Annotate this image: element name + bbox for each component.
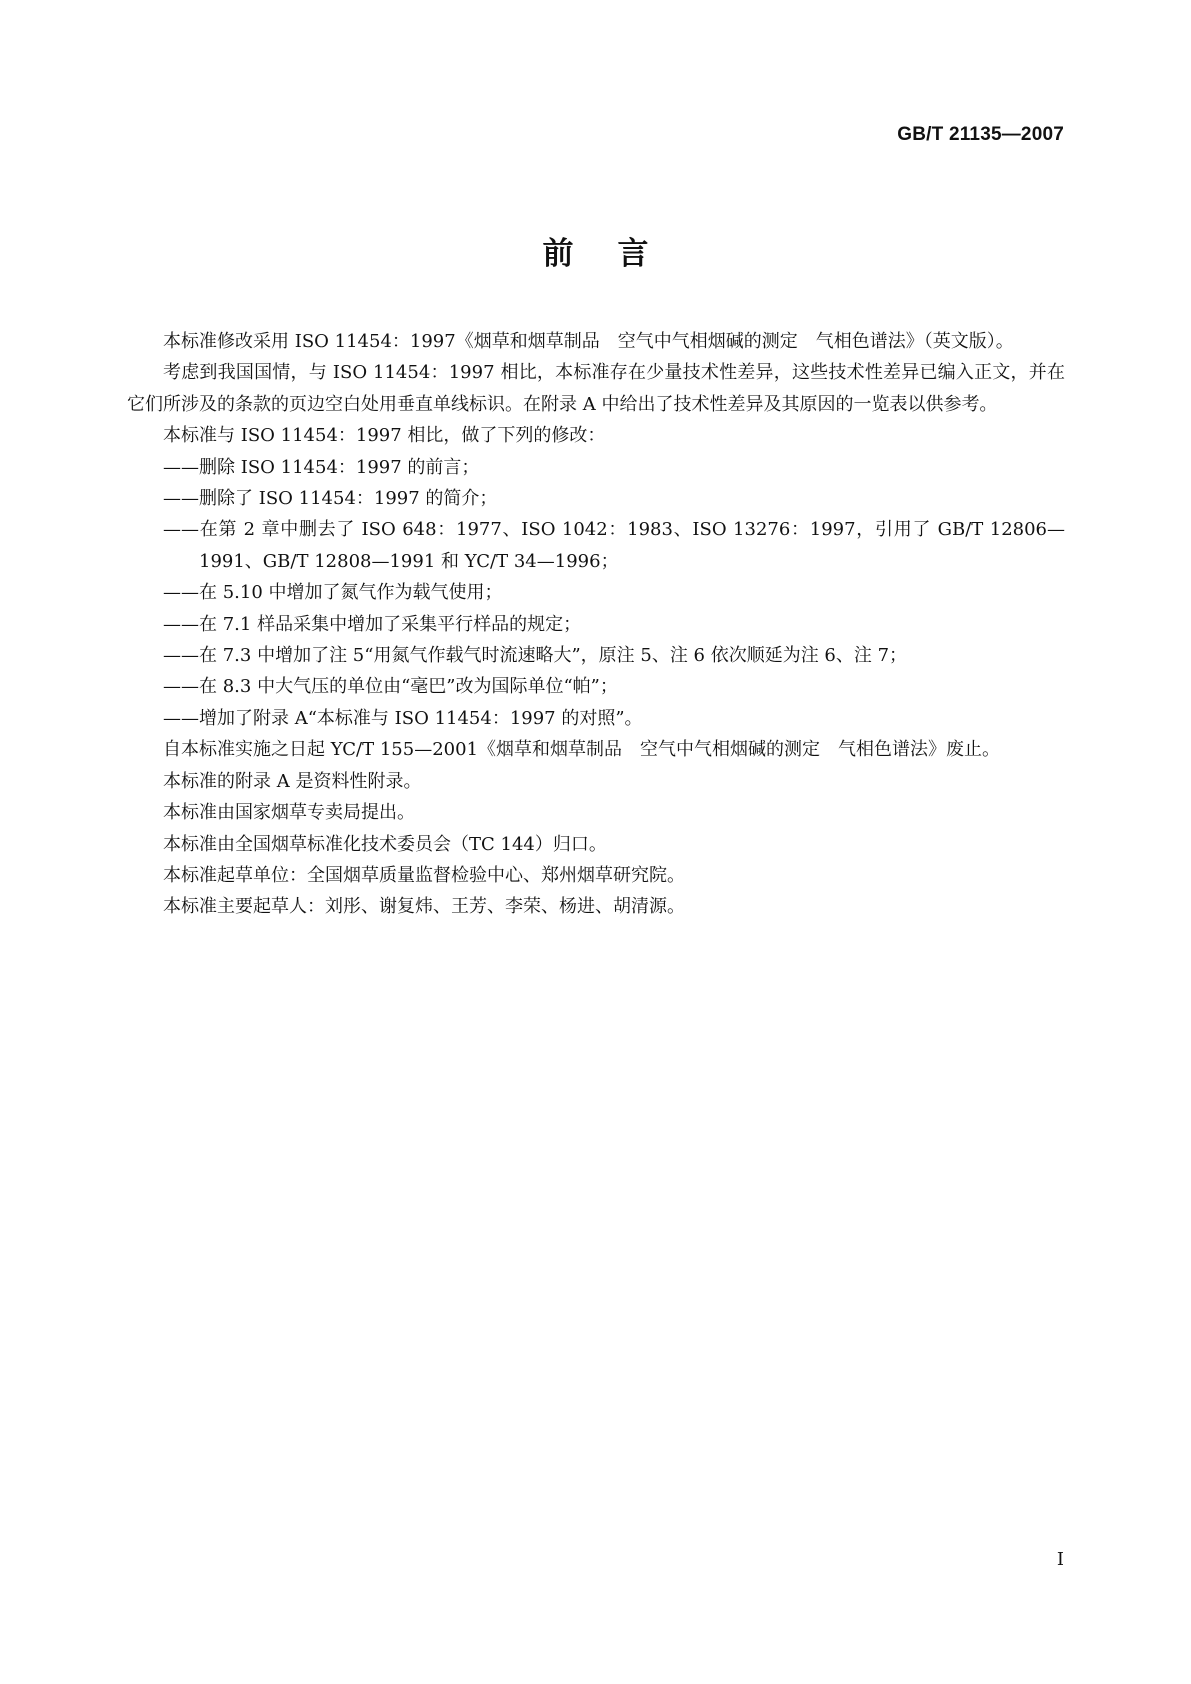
paragraph-supersedes: 自本标准实施之日起 YC/T 155—2001《烟草和烟草制品 空气中气相烟碱的测定 气相色谱法》废止。 xyxy=(163,739,1001,761)
paragraph-technical-differences: 考虑到我国国情，与 ISO 11454：1997 相比，本标准存在少量技术性差异，这些技术性差异已编入正文，并在它们所涉及的条款的页边空白处用垂直单线标识。在附录 A 中给出了技术性差异及其原因的一览表以供参考。 xyxy=(127,362,1065,415)
list-item: ——在 8.3 中大气压的单位由“毫巴”改为国际单位“帕”； xyxy=(163,676,618,698)
list-item: ——在第 2 章中删去了 ISO 648：1977、ISO 1042：1983、ISO 13276：1997，引用了 GB/T 12806—1991、GB/T 12808—1991 和 YC/T 34—1996； xyxy=(163,519,1065,572)
list-item: ——增加了附录 A“本标准与 ISO 11454：1997 的对照”。 xyxy=(163,707,643,729)
paragraph-drafters: 本标准主要起草人：刘彤、谢复炜、王芳、李荣、杨进、胡清源。 xyxy=(163,896,685,918)
page-number: I xyxy=(1056,1549,1064,1570)
foreword-body xyxy=(127,326,1065,923)
paragraph-centralized-by: 本标准由全国烟草标准化技术委员会（TC 144）归口。 xyxy=(163,833,607,855)
paragraph-proposed-by: 本标准由国家烟草专卖局提出。 xyxy=(163,802,415,824)
list-item: ——在 7.3 中增加了注 5“用氮气作载气时流速略大”，原注 5、注 6 依次顺延为注 6、注 7； xyxy=(163,645,908,667)
modifications-list xyxy=(127,452,1065,735)
list-item: ——删除了 ISO 11454：1997 的简介； xyxy=(163,488,498,510)
paragraph-annex-note: 本标准的附录 A 是资料性附录。 xyxy=(163,770,422,792)
list-item: ——删除 ISO 11454：1997 的前言； xyxy=(163,456,480,478)
paragraph-drafting-units: 本标准起草单位：全国烟草质量监督检验中心、郑州烟草研究院。 xyxy=(163,864,685,886)
page-title: 前言 xyxy=(542,236,693,272)
paragraph-adoption: 本标准修改采用 ISO 11454：1997《烟草和烟草制品 空气中气相烟碱的测定 气相色谱法》（英文版）。 xyxy=(163,331,1014,352)
standard-code: GB/T 21135—2007 xyxy=(897,124,1064,145)
list-item: ——在 5.10 中增加了氮气作为载气使用； xyxy=(163,582,503,604)
paragraph-modifications-intro: 本标准与 ISO 11454：1997 相比，做了下列的修改： xyxy=(163,425,606,447)
list-item: ——在 7.1 样品采集中增加了采集平行样品的规定； xyxy=(163,613,582,635)
